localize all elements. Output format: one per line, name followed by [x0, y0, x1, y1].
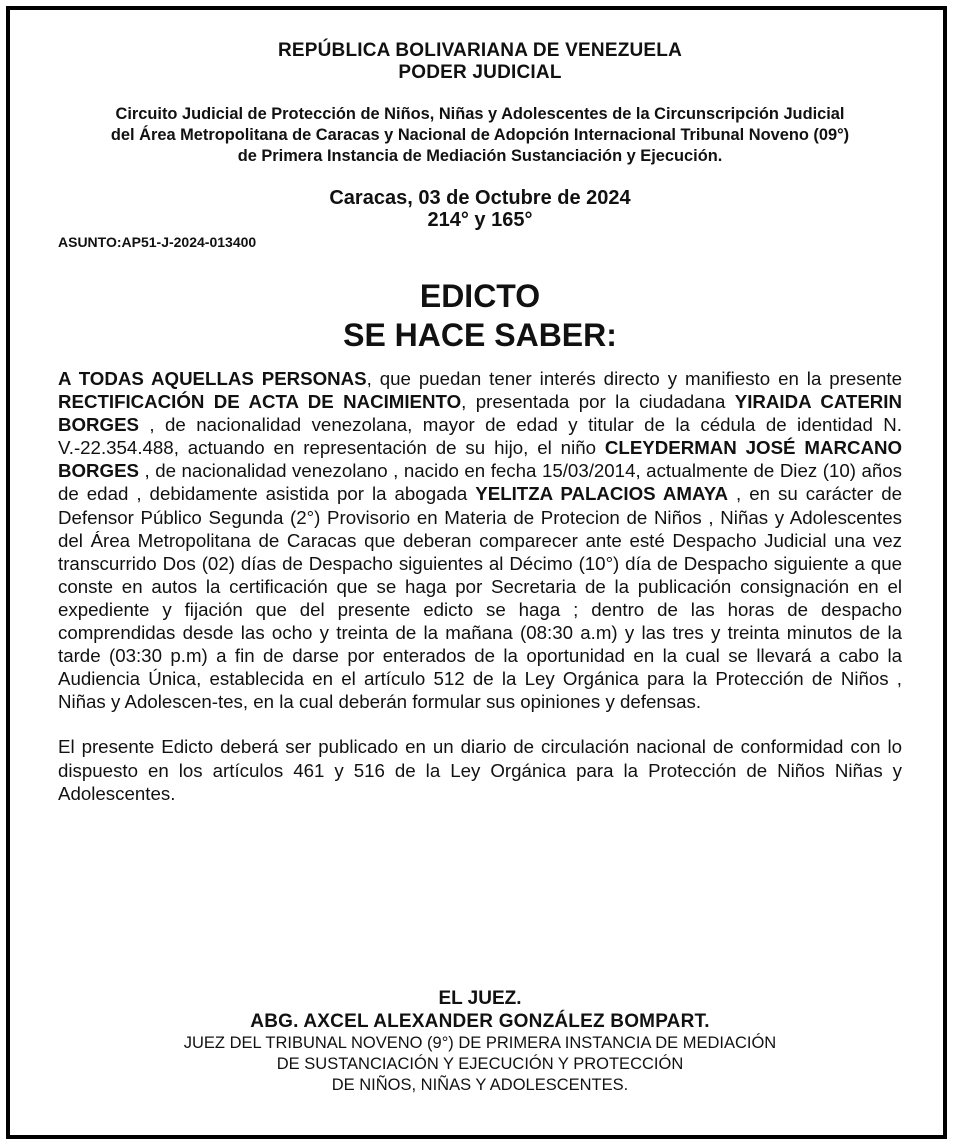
case-type: RECTIFICACIÓN DE ACTA DE NACIMIENTO	[58, 391, 462, 413]
circuit-line-3: de Primera Instancia de Mediación Sustanciación y Ejecución.	[237, 147, 723, 165]
place-date-block	[58, 187, 902, 231]
attorney-name: YELITZA PALACIOS AMAYA	[475, 483, 728, 505]
body-text-3: , de nacionalidad venezolana, mayor de edad y titular de la cédula de identidad N. V.-22.354.488, actuando en representación de su hijo, el niño	[58, 414, 902, 459]
applicant-name: YIRAIDA CATERIN BORGES	[58, 391, 902, 436]
signer-role: EL JUEZ.	[438, 988, 522, 1009]
years-line: 214° y 165°	[427, 209, 533, 231]
signature-block	[58, 987, 902, 1096]
signer-title-line-3: DE NIÑOS, NIÑAS Y ADOLESCENTES.	[331, 1076, 629, 1094]
body-text-5: , en su carácter de Defensor Público Segunda (2°) Provisorio en Materia de Protecion de Niños , Niñas y Adolescentes del Área Metropolitana de Caracas que deberan comparecer ante esté Despacho Judicial una vez transcurrido Dos (02) días de Despacho siguientes al Décimo (10°) día de Despacho siguiente a que conste en autos la certificación que se haga por Secretaria de la publicación consignación en el expediente y fijación que del presente edicto se haga ; dentro de las horas de despacho comprendidas desde las ocho y treinta de la mañana (08:30 a.m) y las tres y treinta minutos de la tarde (03:30 p.m) a fin de darse por enterados de la oportunidad en la cual se llevará a cabo la Audiencia Única, establecida en el artículo 512 de la Ley Orgánica para la Protección de Niños , Niñas y Adolescen-tes, en la cual deberán formular sus opiniones y defensas.	[58, 483, 902, 713]
signer-title-line-1: JUEZ DEL TRIBUNAL NOVENO (9°) DE PRIMERA INSTANCIA DE MEDIACIÓN	[183, 1034, 777, 1052]
body-text-2: , presentada por la ciudadana	[461, 391, 735, 413]
child-name: CLEYDERMAN JOSÉ MARCANO BORGES	[58, 437, 902, 482]
court-circuit	[58, 104, 902, 167]
circuit-line-1: Circuito Judicial de Protección de Niños, Niñas y Adolescentes de la Circunscripción Judicial	[115, 105, 845, 123]
edict-body-paragraph-1	[58, 367, 902, 713]
edict-document	[58, 40, 902, 1094]
case-subject: ASUNTO:AP51-J-2024-013400	[58, 234, 257, 250]
place-date: Caracas, 03 de Octubre de 2024	[329, 187, 631, 209]
circuit-line-2: del Área Metropolitana de Caracas y Nacional de Adopción Internacional Tribunal Noveno (09°)	[110, 126, 850, 144]
body-text-1: , que puedan tener interés directo y manifiesto en la presente	[366, 368, 902, 389]
header-block	[58, 40, 902, 84]
addressee: A TODAS AQUELLAS PERSONAS	[58, 368, 367, 389]
body-text-4: , de nacionalidad venezolano , nacido en fecha 15/03/2014, actualmente de Diez (10) años de edad , debidamente asistida por la abogada	[58, 460, 902, 505]
title-line-2: SE HACE SABER:	[343, 317, 617, 353]
title-line-1: EDICTO	[419, 278, 541, 314]
branch-heading: PODER JUDICIAL	[398, 62, 562, 83]
signer-title-line-2: DE SUSTANCIACIÓN Y EJECUCIÓN Y PROTECCIÓN	[276, 1055, 684, 1073]
country-heading: REPÚBLICA BOLIVARIANA DE VENEZUELA	[277, 40, 683, 61]
edict-title	[58, 277, 902, 355]
edict-body-paragraph-2: El presente Edicto deberá ser publicado en un diario de circulación nacional de conformidad con lo dispuesto en los artículos 461 y 516 de la Ley Orgánica para la Protección de Niños Niñas y Adolescentes.	[58, 736, 902, 804]
signer-name: ABG. AXCEL ALEXANDER GONZÁLEZ BOMPART.	[250, 1011, 710, 1032]
